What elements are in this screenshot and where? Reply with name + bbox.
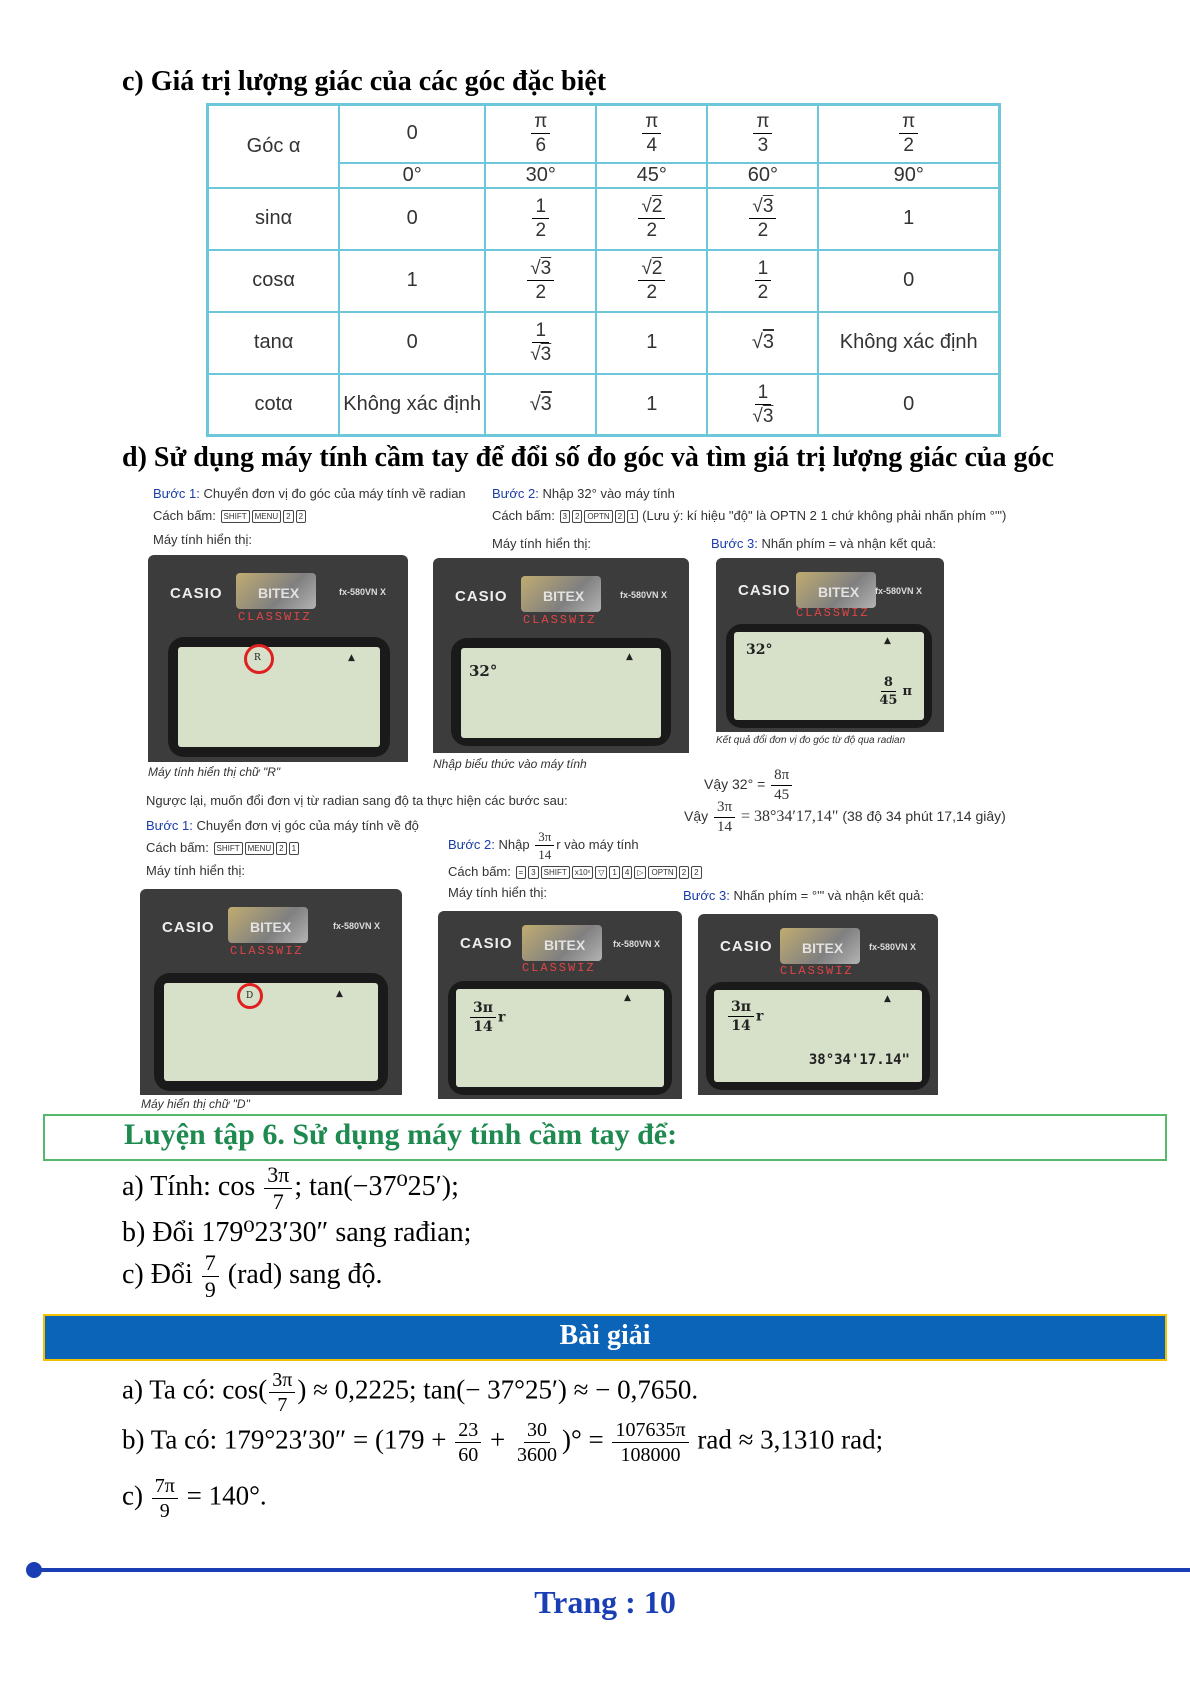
highlight-circle: [244, 644, 274, 674]
cot-cell: Không xác định: [339, 374, 485, 436]
solution-a: [122, 1370, 698, 1415]
deg-cell: 45°: [596, 163, 707, 188]
text: c) Đổi: [122, 1258, 193, 1290]
cot-label: cotα: [208, 374, 340, 436]
practice-b: b) Đổi 179⁰23′30″ sang rađian;: [122, 1217, 472, 1248]
tan-cell: Không xác định: [818, 312, 999, 374]
step-label: Bước 3:: [711, 536, 758, 551]
frac-num: 107635π: [612, 1420, 688, 1443]
rad-cell: $\frac{\pi}{3}$: [707, 105, 818, 163]
calc-display: 32° ▲ $\frac{8}{45}$ π: [734, 632, 924, 720]
result-prefix: Vậy: [684, 808, 709, 825]
cot-cell: 1: [596, 374, 707, 436]
casio-logo: CASIO: [455, 588, 508, 605]
result-note: (38 độ 34 phút 17,14 giây): [842, 808, 1006, 825]
sin-cell: $\frac{√2}{2}$: [596, 188, 707, 250]
caption: Kết quả đổi đơn vị đo góc từ độ qua radian: [716, 735, 906, 746]
rstep-2-text: [448, 830, 639, 861]
cot-cell: √3: [485, 374, 596, 436]
step-note: (Lưu ý: kí hiệu "độ" là OPTN 2 1 chứ không phải nhấn phím °'"): [642, 508, 1007, 523]
page-number: Trang : 10: [534, 1584, 676, 1620]
key: OPTN: [584, 510, 612, 523]
caption: Máy hiển thị chữ "D": [141, 1097, 250, 1111]
model-label: fx-580VN X: [338, 587, 386, 597]
key: 2: [691, 866, 701, 879]
logo-text: BITEX: [802, 940, 844, 956]
result-1: [704, 768, 794, 803]
model-label: fx-580VN X: [612, 939, 660, 949]
calc-input: [468, 1001, 505, 1034]
highlight-circle: [237, 983, 263, 1009]
step-desc: Nhập 32° vào máy tính: [542, 486, 675, 501]
indicator-r: R: [254, 653, 261, 663]
rad-cell: $\frac{\pi}{6}$: [485, 105, 596, 163]
result-value: = 38°34′17,14": [740, 808, 839, 826]
step-2-text: [492, 486, 675, 501]
text: (rad) sang độ.: [227, 1258, 383, 1290]
key: 2: [283, 510, 293, 523]
keys-label: Cách bấm:: [146, 840, 209, 855]
calculator-screen-5: [438, 911, 682, 1099]
caption: Nhập biểu thức vào máy tính: [433, 757, 587, 771]
tan-cell: 1: [596, 312, 707, 374]
frac-num: 7π: [152, 1476, 178, 1499]
key: MENU: [245, 842, 275, 855]
frac-num: 23: [455, 1420, 481, 1443]
key: SHIFT: [221, 510, 250, 523]
reverse-intro: Ngược lại, muốn đổi đơn vị từ radian sang độ ta thực hiện các bước sau:: [146, 793, 568, 808]
practice-title: Luyện tập 6. Sử dụng máy tính cầm tay để:: [124, 1118, 678, 1151]
rad-cell: $\frac{\pi}{2}$: [818, 105, 999, 163]
cos-label: cosα: [208, 250, 340, 312]
key: MENU: [252, 510, 282, 523]
classwiz-label: CLASSWIZ: [780, 964, 854, 978]
bitex-logo: [522, 925, 602, 961]
key: 2: [276, 842, 286, 855]
calculator-screen-2: [433, 558, 689, 753]
rstep-2-keys: [448, 864, 703, 879]
key: 2: [615, 510, 625, 523]
frac-den: 9: [204, 1277, 216, 1302]
key: 4: [622, 866, 632, 879]
result-num: 8: [881, 676, 896, 692]
bitex-logo: [228, 907, 308, 943]
casio-logo: CASIO: [738, 582, 791, 599]
key: 1: [627, 510, 637, 523]
result-suffix: π: [902, 684, 912, 699]
calc-result: 38°34'17.14": [808, 1052, 910, 1068]
calculator-screen-3: [716, 558, 944, 732]
key: =: [516, 866, 527, 879]
key: 2: [296, 510, 306, 523]
bitex-logo: [796, 572, 876, 608]
calc-input: 32°: [746, 642, 773, 658]
step-3-text: [711, 536, 936, 551]
sin-cell: $\frac{1}{2}$: [485, 188, 596, 250]
step-label: Bước 2:: [492, 486, 539, 501]
display-label: Máy tính hiển thị:: [153, 532, 252, 547]
input-den: 14: [731, 1018, 751, 1034]
key: 1: [289, 842, 299, 855]
rad-cell: 0: [339, 105, 485, 163]
result-num: 3π: [714, 800, 735, 818]
model-label: fx-580VN X: [874, 586, 922, 596]
keys-label: Cách bấm:: [153, 508, 216, 523]
logo-text: BITEX: [543, 588, 585, 604]
calc-input: [726, 1000, 763, 1033]
keys-label: Cách bấm:: [492, 508, 555, 523]
result-num: 8π: [771, 768, 792, 786]
calculator-screen-4: [140, 889, 402, 1095]
bitex-logo: [780, 928, 860, 964]
rad-cell: $\frac{\pi}{4}$: [596, 105, 707, 163]
input-den: 14: [473, 1019, 493, 1035]
solution-c: [122, 1476, 267, 1521]
input-suffix: r: [498, 1009, 506, 1026]
frac-den: 3600: [516, 1444, 557, 1466]
frac-num: 30: [524, 1420, 550, 1443]
trig-values-table: [206, 103, 1001, 437]
step-desc: r vào máy tính: [556, 836, 639, 852]
classwiz-label: CLASSWIZ: [238, 610, 312, 624]
calc-result: [874, 676, 912, 707]
practice-c: [122, 1252, 383, 1301]
casio-logo: CASIO: [162, 919, 215, 936]
text: +: [489, 1424, 506, 1455]
tan-label: tanα: [208, 312, 340, 374]
step-desc: Chuyển đơn vị góc của máy tính về độ: [196, 818, 419, 833]
goc-label: Góc α: [208, 105, 340, 188]
frac-den: 7: [277, 1394, 288, 1416]
input-num: 3π: [470, 1001, 496, 1018]
key: SHIFT: [541, 866, 570, 879]
calc-display: 32° ▲: [461, 648, 661, 738]
key: SHIFT: [214, 842, 243, 855]
calc-display: D ▲: [164, 983, 378, 1081]
tan-cell: 0: [339, 312, 485, 374]
model-label: fx-580VN X: [332, 921, 380, 931]
calc-input: 32°: [469, 662, 498, 680]
key: x10ˣ: [572, 866, 594, 879]
result-den: 14: [717, 819, 733, 835]
step-1-text: [153, 486, 466, 501]
deg-cell: 0°: [339, 163, 485, 188]
cos-cell: $\frac{√2}{2}$: [596, 250, 707, 312]
frac-den: 60: [458, 1444, 479, 1466]
frac-num: 3π: [269, 1370, 295, 1393]
frac-num: 7: [202, 1252, 219, 1277]
classwiz-label: CLASSWIZ: [523, 613, 597, 627]
key: 1: [609, 866, 619, 879]
cos-cell: $\frac{1}{2}$: [707, 250, 818, 312]
rstep-3-text: [683, 888, 924, 903]
cos-cell: 1: [339, 250, 485, 312]
footer-line: [34, 1568, 1190, 1572]
step-desc: Nhập: [498, 836, 530, 852]
deg-cell: 30°: [485, 163, 596, 188]
rstep-1-keys: [146, 840, 300, 855]
text: ) ≈ 0,2225; tan(− 37°25′) ≈ − 0,7650.: [297, 1374, 699, 1405]
calc-display: R ▲: [178, 647, 380, 747]
bitex-logo: [521, 576, 601, 612]
solution-b: [122, 1420, 883, 1465]
result-2: [684, 800, 1006, 835]
tan-cell: $\frac{1}{√3}$: [485, 312, 596, 374]
classwiz-label: CLASSWIZ: [796, 606, 870, 620]
step-label: Bước 3:: [683, 888, 730, 903]
key: 2: [572, 510, 582, 523]
solution-title: Bài giải: [559, 1320, 651, 1351]
text: c): [122, 1480, 143, 1511]
cot-cell: $\frac{1}{√3}$: [707, 374, 818, 436]
casio-logo: CASIO: [720, 938, 773, 955]
sin-label: sinα: [208, 188, 340, 250]
classwiz-label: CLASSWIZ: [230, 944, 304, 958]
step-1-keys: [153, 508, 307, 523]
text: rad ≈ 3,1310 rad;: [697, 1424, 884, 1455]
calculator-screen-6: [698, 914, 938, 1095]
display-label: Máy tính hiển thị:: [146, 863, 245, 878]
text: ; tan(−37⁰25′);: [294, 1170, 459, 1202]
practice-a: [122, 1164, 459, 1213]
sin-cell: $\frac{√3}{2}$: [707, 188, 818, 250]
text: a) Ta có: cos(: [122, 1374, 268, 1405]
model-label: fx-580VN X: [619, 590, 667, 600]
key: ▷: [634, 866, 646, 879]
display-label: Máy tính hiển thị:: [448, 885, 547, 900]
frac-den: 14: [538, 847, 552, 862]
deg-cell: 90°: [818, 163, 999, 188]
key: OPTN: [648, 866, 676, 879]
text: = 140°.: [186, 1480, 267, 1511]
logo-text: BITEX: [250, 919, 292, 935]
section-c-title: c) Giá trị lượng giác của các góc đặc biệt: [122, 66, 607, 97]
keys-label: Cách bấm:: [448, 864, 511, 879]
logo-text: BITEX: [258, 585, 300, 601]
casio-logo: CASIO: [170, 585, 223, 602]
caption: Máy tính hiển thị chữ "R": [148, 765, 281, 779]
text: )° =: [561, 1424, 604, 1455]
frac-den: 7: [272, 1189, 284, 1214]
indicator-d: D: [246, 991, 254, 1001]
text: a) Tính: cos: [122, 1170, 256, 1202]
step-label: Bước 1:: [153, 486, 200, 501]
step-desc: Nhấn phím = °'" và nhận kết quả:: [733, 888, 924, 903]
step-label: Bước 2:: [448, 836, 495, 852]
casio-logo: CASIO: [460, 935, 513, 952]
input-suffix: r: [756, 1008, 764, 1025]
cot-cell: 0: [818, 374, 999, 436]
step-desc: Nhấn phím = và nhận kết quả:: [761, 536, 937, 551]
step-desc: Chuyển đơn vị đo góc của máy tính về radian: [203, 486, 466, 501]
step-label: Bước 1:: [146, 818, 193, 833]
rstep-1-text: [146, 818, 419, 833]
bitex-logo: [236, 573, 316, 609]
calc-display: $\frac{3\pi}{14}$ r ▲: [456, 989, 664, 1087]
result-den: 45: [774, 787, 790, 803]
calculator-screen-1: [148, 555, 408, 762]
display-label: Máy tính hiển thị:: [492, 536, 591, 551]
sin-cell: 0: [339, 188, 485, 250]
step-2-keys: [492, 508, 1006, 523]
frac-den: 108000: [620, 1444, 681, 1466]
key: 2: [679, 866, 689, 879]
model-label: fx-580VN X: [868, 942, 916, 952]
cos-cell: $\frac{√3}{2}$: [485, 250, 596, 312]
frac-num: 3π: [264, 1164, 292, 1189]
section-d-title: d) Sử dụng máy tính cầm tay để đổi số đo góc và tìm giá trị lượng giác của góc: [122, 442, 1054, 473]
classwiz-label: CLASSWIZ: [522, 961, 596, 975]
deg-cell: 60°: [707, 163, 818, 188]
input-num: 3π: [728, 1000, 754, 1017]
key: 3: [528, 866, 538, 879]
result-den: 45: [879, 693, 898, 708]
tan-cell: √3: [707, 312, 818, 374]
result-prefix: Vậy 32° =: [704, 776, 766, 793]
text: b) Ta có: 179°23′30″ = (179 +: [122, 1424, 447, 1455]
key: ▽: [595, 866, 607, 879]
calc-display: $\frac{3\pi}{14}$ r ▲ 38°34'17.14": [714, 990, 922, 1082]
frac-num: 3π: [535, 830, 554, 846]
key: 3: [560, 510, 570, 523]
cos-cell: 0: [818, 250, 999, 312]
logo-text: BITEX: [818, 584, 860, 600]
logo-text: BITEX: [544, 937, 586, 953]
sin-cell: 1: [818, 188, 999, 250]
frac-den: 9: [159, 1500, 170, 1522]
